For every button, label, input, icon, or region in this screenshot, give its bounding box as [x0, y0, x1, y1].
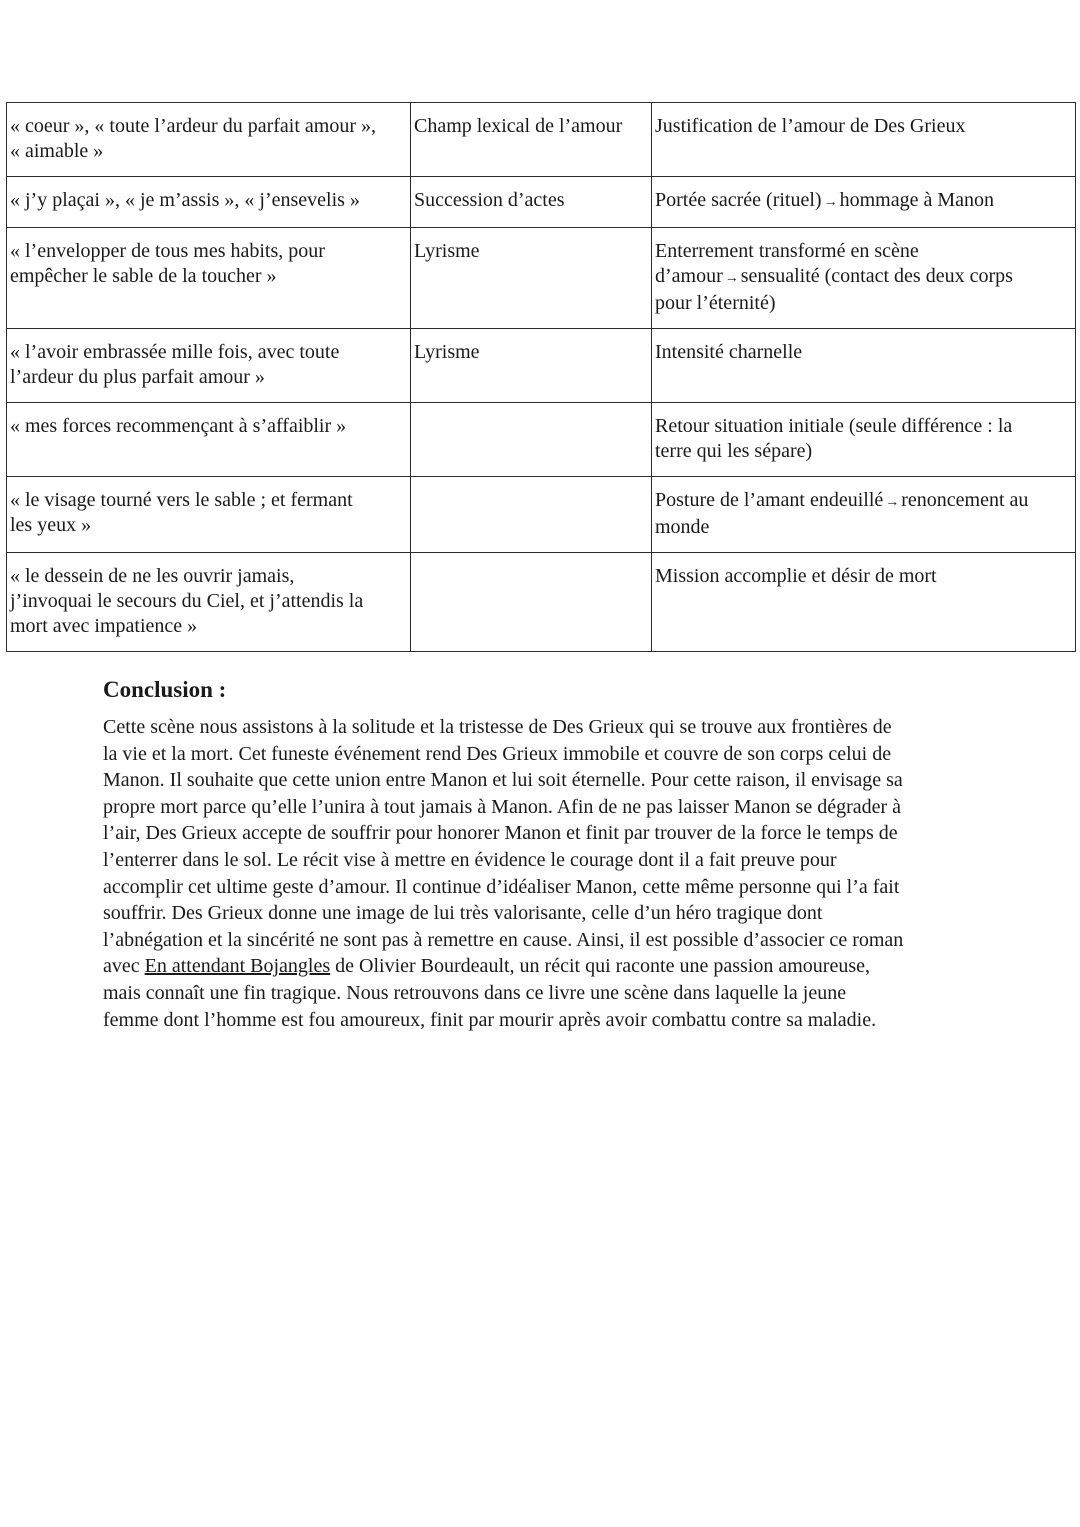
procede-text: Champ lexical de l’amour [414, 115, 623, 137]
conclusion-line: l’abnégation et la sincérité ne sont pas à remettre en cause. Ainsi, il est possible d’associer ce roman [103, 928, 904, 951]
table-row [7, 329, 1076, 403]
procede-text: Lyrisme [414, 341, 480, 363]
citation-text: « le dessein de ne les ouvrir jamais, [10, 565, 295, 587]
citation-text: « l’avoir embrassée mille fois, avec toute [10, 341, 340, 363]
arrow-icon: → [724, 271, 739, 286]
procede-cell [411, 177, 652, 228]
citation-cell [7, 329, 411, 403]
interpretation-line [655, 291, 1073, 316]
arrow-icon: → [823, 195, 838, 210]
interpretation-text: Justification de l’amour de Des Grieux [655, 115, 966, 137]
conclusion-line: femme dont l’homme est fou amoureux, finit par mourir après avoir combattu contre sa maladie. [103, 1008, 877, 1031]
conclusion-paragraph [103, 714, 1003, 1033]
citation-cell [7, 177, 411, 228]
procede-cell [411, 329, 652, 403]
interpretation-text: terre qui les sépare) [655, 440, 813, 462]
interpretation-line [655, 239, 1073, 264]
table-row [7, 177, 1076, 228]
arrow-icon: → [885, 495, 900, 510]
interpretation-line [655, 564, 1073, 589]
citation-text: « l’envelopper de tous mes habits, pour [10, 240, 325, 262]
interpretation-cell [652, 403, 1076, 477]
analysis-table-body [7, 103, 1076, 652]
conclusion-line: Manon. Il souhaite que cette union entre Manon et lui soit éternelle. Pour cette raison, il envisage sa [103, 769, 903, 792]
citation-text: « j’y plaçai », « je m’assis », « j’ensevelis » [10, 189, 360, 211]
table-row [7, 103, 1076, 177]
procede-cell [411, 477, 652, 553]
interpretation-text: Posture de l’amant endeuillé [655, 489, 884, 511]
interpretation-line [655, 114, 1073, 139]
interpretation-line [655, 340, 1073, 365]
procede-text: Succession d’actes [414, 189, 565, 211]
citation-text: les yeux » [10, 514, 92, 536]
interpretation-line [655, 515, 1073, 540]
procede-text: Lyrisme [414, 240, 480, 262]
table-row [7, 477, 1076, 553]
interpretation-cell [652, 177, 1076, 228]
conclusion-line: l’enterrer dans le sol. Le récit vise à mettre en évidence le courage dont il a fait preuve pour [103, 848, 837, 871]
interpretation-line [655, 439, 1073, 464]
citation-text: l’ardeur du plus parfait amour » [10, 366, 265, 388]
citation-text: « le visage tourné vers le sable ; et fermant [10, 489, 353, 511]
conclusion-section [103, 676, 1003, 1033]
interpretation-text: monde [655, 516, 710, 538]
table-row [7, 553, 1076, 652]
interpretation-line [655, 488, 1073, 515]
procede-cell [411, 403, 652, 477]
interpretation-cell [652, 477, 1076, 553]
interpretation-text: Enterrement transformé en scène [655, 240, 919, 262]
interpretation-text: Mission accomplie et désir de mort [655, 565, 937, 587]
interpretation-text: Retour situation initiale (seule différence : la [655, 415, 1013, 437]
interpretation-line [655, 414, 1073, 439]
citation-text: empêcher le sable de la toucher » [10, 265, 277, 287]
conclusion-line: l’air, Des Grieux accepte de souffrir pour honorer Manon et finit par trouver de la force le temps de [103, 822, 898, 845]
table-row [7, 403, 1076, 477]
interpretation-cell [652, 329, 1076, 403]
interpretation-text: renoncement au [901, 489, 1029, 511]
analysis-table [6, 102, 1076, 652]
citation-text: « coeur », « toute l’ardeur du parfait amour », [10, 115, 376, 137]
procede-cell [411, 103, 652, 177]
citation-cell [7, 228, 411, 329]
interpretation-text: sensualité (contact des deux corps [740, 265, 1013, 287]
citation-cell [7, 553, 411, 652]
interpretation-text: pour l’éternité) [655, 292, 776, 314]
citation-cell [7, 477, 411, 553]
interpretation-line [655, 264, 1073, 291]
conclusion-text: de Olivier Bourdeault, un récit qui raconte une passion amoureuse, [330, 955, 870, 978]
conclusion-line: Cette scène nous assistons à la solitude et la tristesse de Des Grieux qui se trouve aux frontières de [103, 716, 892, 738]
citation-cell [7, 103, 411, 177]
conclusion-line: mais connaît une fin tragique. Nous retrouvons dans ce livre une scène dans laquelle la jeune [103, 981, 847, 1004]
citation-text: j’invoquai le secours du Ciel, et j’attendis la [10, 590, 364, 612]
interpretation-cell [652, 553, 1076, 652]
conclusion-line: souffrir. Des Grieux donne une image de lui très valorisante, celle d’un héro tragique dont [103, 902, 823, 925]
citation-cell [7, 403, 411, 477]
book-title: En attendant Bojangles [144, 955, 331, 978]
procede-cell [411, 553, 652, 652]
citation-text: « mes forces recommençant à s’affaiblir » [10, 415, 347, 437]
conclusion-line: propre mort parce qu’elle l’unira à tout jamais à Manon. Afin de ne pas laisser Manon se dégrader à [103, 795, 902, 818]
interpretation-text: Intensité charnelle [655, 341, 803, 363]
interpretation-cell [652, 228, 1076, 329]
interpretation-line [655, 188, 1073, 215]
conclusion-line [103, 953, 1003, 980]
procede-cell [411, 228, 652, 329]
citation-text: « aimable » [10, 140, 104, 162]
table-row [7, 228, 1076, 329]
interpretation-text: d’amour [655, 265, 723, 287]
conclusion-line: la vie et la mort. Cet funeste événement rend Des Grieux immobile et couvre de son corps celui de [103, 742, 892, 765]
conclusion-heading: Conclusion : [103, 677, 227, 702]
interpretation-cell [652, 103, 1076, 177]
interpretation-text: Portée sacrée (rituel) [655, 189, 822, 211]
conclusion-text: avec [103, 955, 145, 978]
conclusion-line: accomplir cet ultime geste d’amour. Il continue d’idéaliser Manon, cette même personne qui l’a fait [103, 875, 900, 898]
citation-text: mort avec impatience » [10, 615, 198, 637]
interpretation-text: hommage à Manon [839, 189, 994, 211]
